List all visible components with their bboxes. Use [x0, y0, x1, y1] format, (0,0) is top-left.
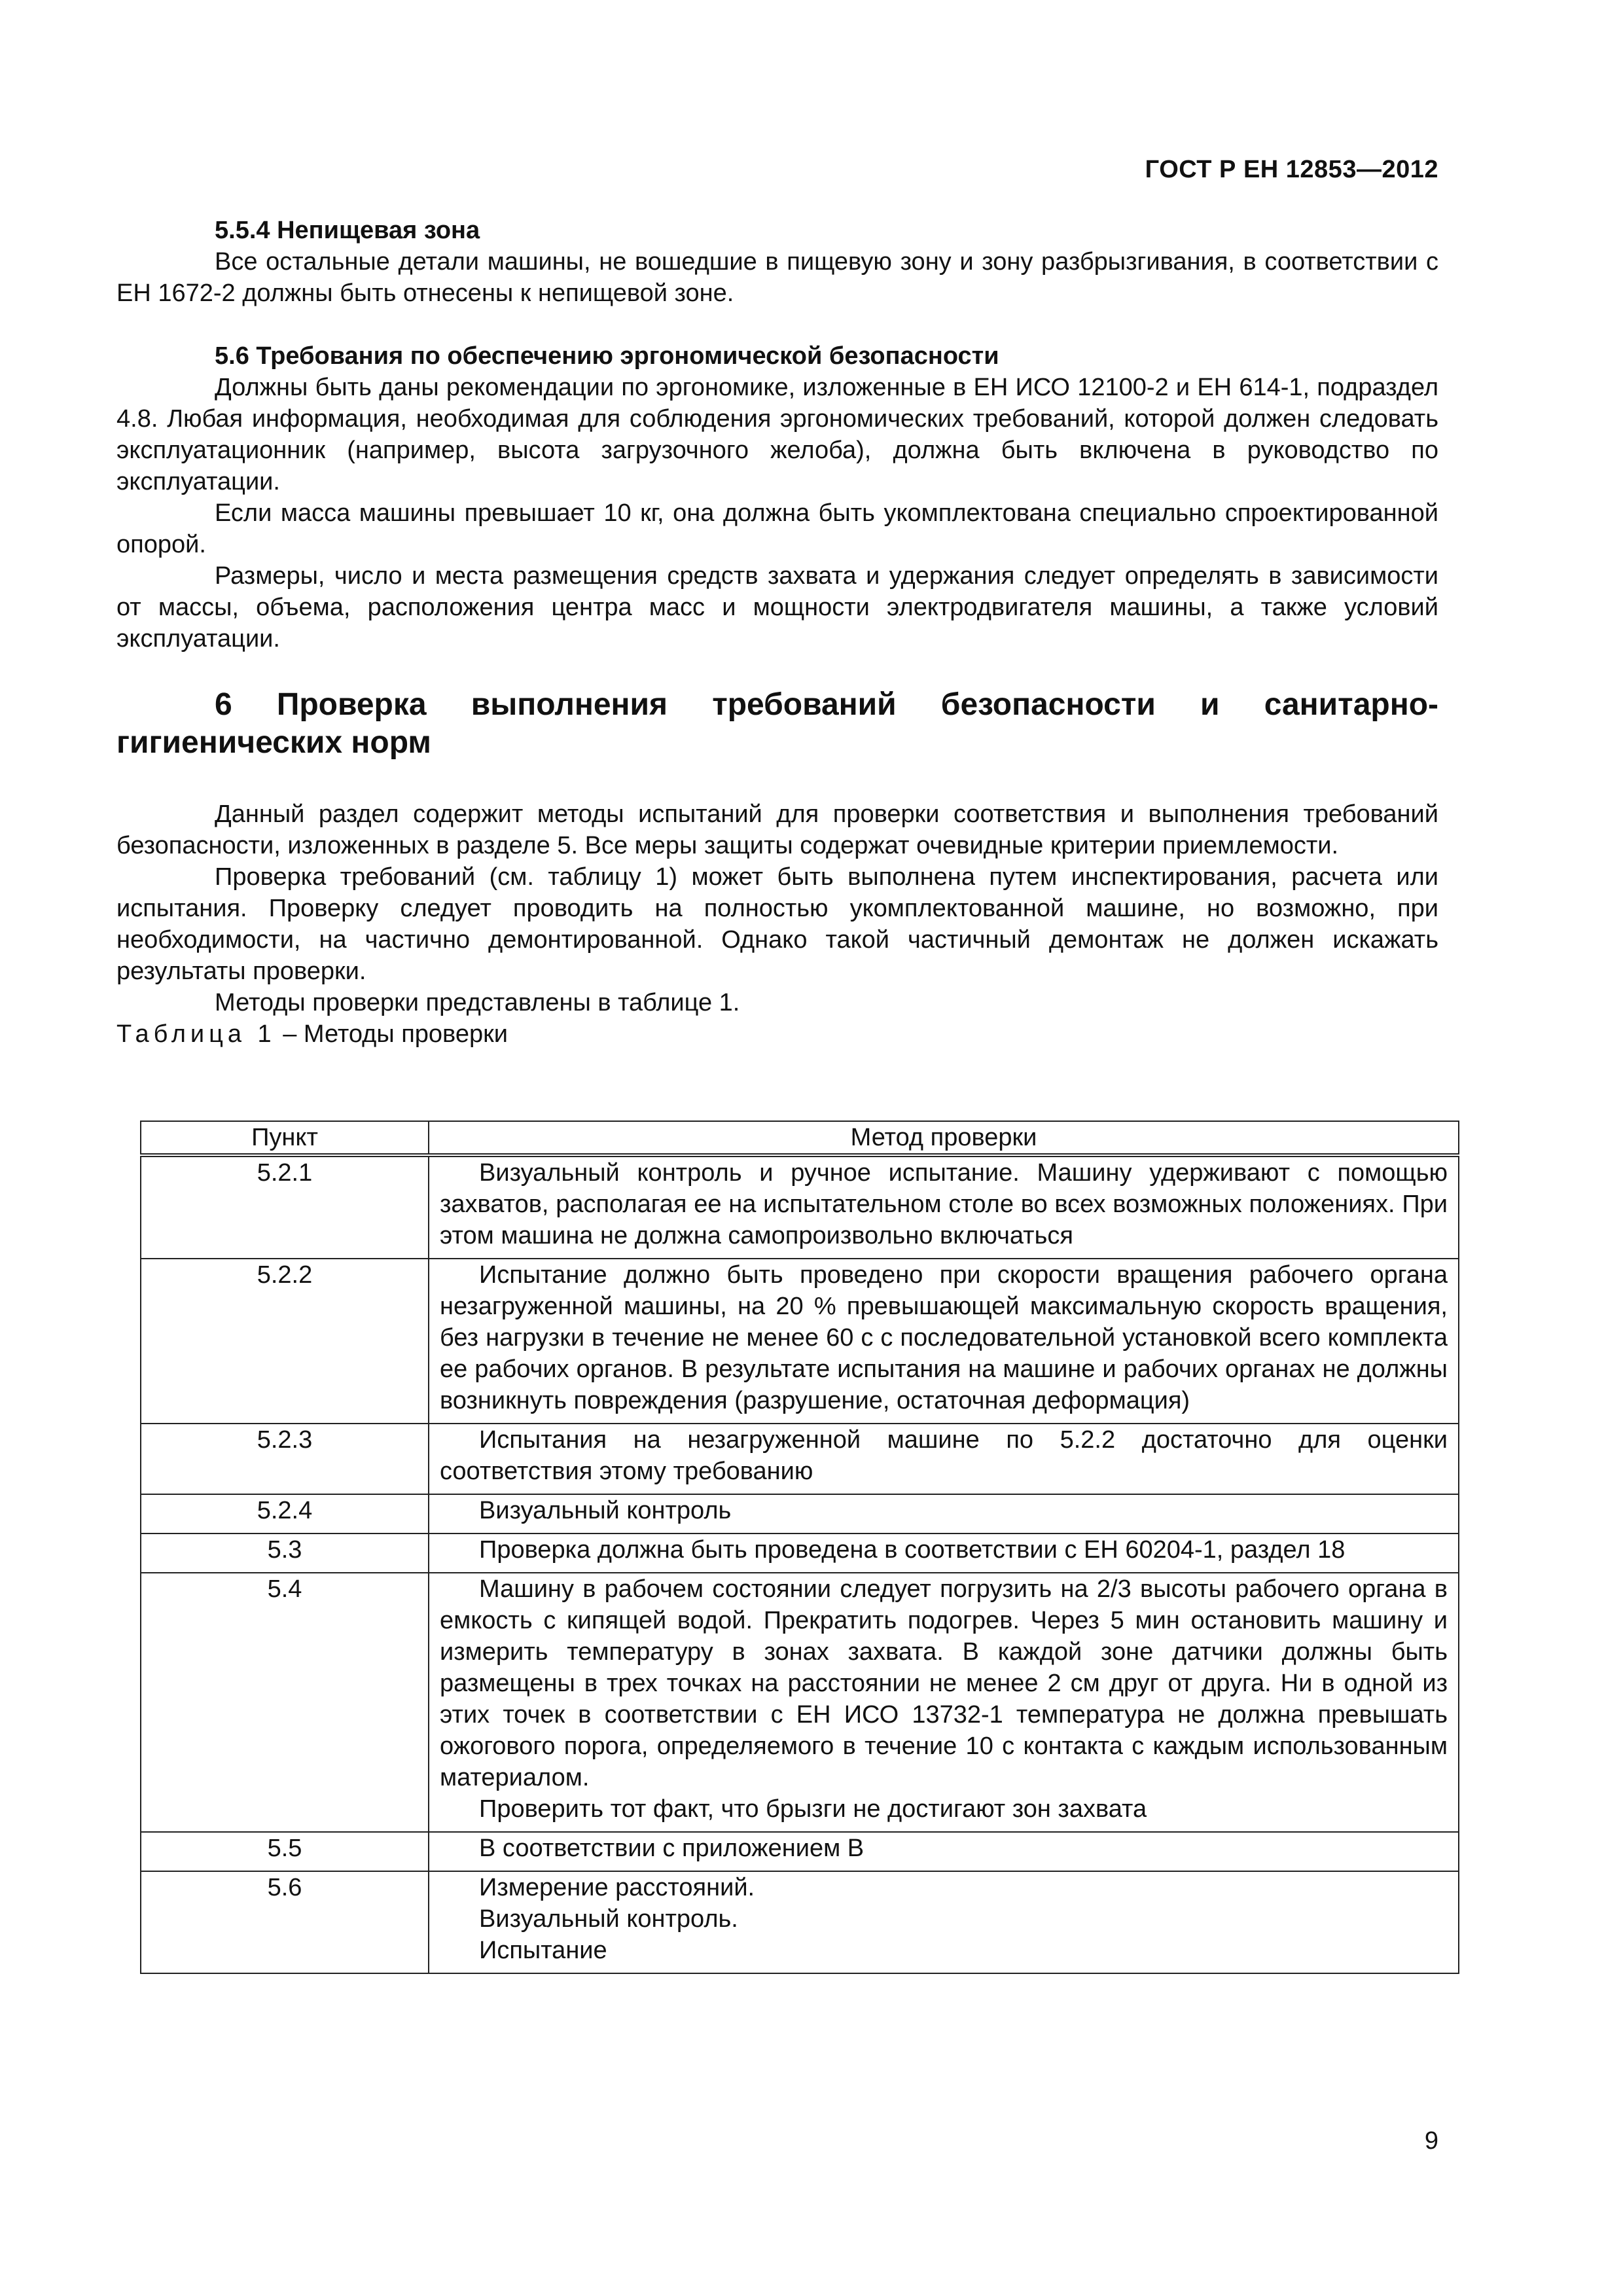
table-row — [141, 1494, 1459, 1534]
paragraph: Все остальные детали машины, не вошедшие в пищевую зону и зону разбрызгивания, в соответствии с ЕН 1672-2 должны быть отнесены к непищевой зоне. — [116, 248, 1438, 307]
item-cell: 5.5 — [141, 1832, 429, 1871]
column-header-item: Пункт — [141, 1121, 429, 1155]
method-text: Визуальный контроль и ручное испытание. Машину удерживают с помощью захватов, располагая ее на испытательном столе во всех возможных положениях. При этом машина не должна самопроизвольно включаться — [440, 1159, 1448, 1249]
table-row — [141, 1424, 1459, 1494]
item-cell: 5.2.2 — [141, 1259, 429, 1424]
method-text: Машину в рабочем состоянии следует погрузить на 2/3 высоты рабочего органа в емкость с кипящей водой. Прекратить подогрев. Через 5 мин остановить машину и измерить температуру в зонах захвата. В каждой зоне датчики должны быть размещены в трех точках на расстоянии не менее 2 см друг от друга. Ни в одной из этих точек в соответствии с ЕН ИСО 13732-1 температура не должна превышать ожогового порога, определяемого в течение 10 с контакта с каждым использованным материалом. — [440, 1575, 1448, 1791]
paragraph: Методы проверки представлены в таблице 1. — [215, 989, 740, 1016]
table-row — [141, 1832, 1459, 1871]
method-cell — [429, 1534, 1459, 1573]
table-row — [141, 1259, 1459, 1424]
column-header-method: Метод проверки — [429, 1121, 1459, 1155]
method-text-line3: Испытание — [479, 1937, 607, 1964]
paragraph: Должны быть даны рекомендации по эргономике, изложенные в ЕН ИСО 12100-2 и ЕН 614-1, подраздел 4.8. Любая информация, необходимая для соблюдения эргономических требований, которой должен следовать эксплуатационник (например, высота загрузочного желоба), должна быть включена в руководство по эксплуатации. — [116, 374, 1438, 495]
item-cell: 5.2.3 — [141, 1424, 429, 1494]
method-text: Визуальный контроль — [479, 1497, 732, 1524]
subsection-title-5-6: 5.6 Требования по обеспечению эргономической безопасности — [215, 342, 999, 370]
method-cell — [429, 1573, 1459, 1832]
table-caption-label: Таблица 1 — [116, 1020, 276, 1048]
method-cell — [429, 1871, 1459, 1973]
table-row — [141, 1573, 1459, 1832]
item-cell: 5.2.4 — [141, 1494, 429, 1534]
method-cell — [429, 1155, 1459, 1259]
method-cell — [429, 1259, 1459, 1424]
item-cell: 5.3 — [141, 1534, 429, 1573]
table-header-row — [141, 1121, 1459, 1155]
method-text: Проверка должна быть проведена в соответствии с ЕН 60204-1, раздел 18 — [479, 1536, 1346, 1564]
method-cell — [429, 1832, 1459, 1871]
table-caption-title: – Методы проверки — [276, 1020, 508, 1048]
item-cell: 5.2.1 — [141, 1155, 429, 1259]
method-text: Измерение расстояний. — [479, 1874, 755, 1901]
item-cell: 5.4 — [141, 1573, 429, 1832]
table-row — [141, 1871, 1459, 1973]
table-row — [141, 1534, 1459, 1573]
table-row — [141, 1155, 1459, 1259]
paragraph: Данный раздел содержит методы испытаний для проверки соответствия и выполнения требований безопасности, изложенных в разделе 5. Все меры защиты содержат очевидные критерии приемлемости. — [116, 800, 1438, 859]
method-text: В соответствии с приложением В — [479, 1835, 865, 1862]
paragraph: Размеры, число и места размещения средств захвата и удержания следует определять в зависимости от массы, объема, расположения центра масс и мощности электродвигателя машины, а также условий эксплуатации. — [116, 562, 1438, 653]
method-cell — [429, 1494, 1459, 1534]
method-text-line2: Визуальный контроль. — [479, 1905, 738, 1933]
method-cell — [429, 1424, 1459, 1494]
table-caption — [116, 1018, 1438, 1050]
verification-methods-table — [140, 1121, 1459, 1974]
item-cell: 5.6 — [141, 1871, 429, 1973]
page-number: 9 — [1424, 2127, 1438, 2155]
paragraph: Если масса машины превышает 10 кг, она должна быть укомплектована специально спроектированной опорой. — [116, 499, 1438, 558]
paragraph: Проверка требований (см. таблицу 1) может быть выполнена путем инспектирования, расчета или испытания. Проверку следует проводить на полностью укомплектованной машине, но возможно, при необходимости, на частично демонтированной. Однако такой частичный демонтаж не должен искажать результаты проверки. — [116, 863, 1438, 985]
method-text-extra: Проверить тот факт, что брызги не достигают зон захвата — [479, 1795, 1147, 1823]
standard-code-header: ГОСТ Р ЕН 12853—2012 — [1145, 156, 1438, 183]
method-text: Испытание должно быть проведено при скорости вращения рабочего органа незагруженной машины, на 20 % превышающей максимальную скорость вращения, без нагрузки в течение не менее 60 с с последовательной установкой всего комплекта ее рабочих органов. В результате испытания на машине и рабочих органах не должны возникнуть повреждения (разрушение, остаточная деформация) — [440, 1261, 1448, 1414]
body-text — [116, 215, 1438, 1050]
subsection-title-5-5-4: 5.5.4 Непищевая зона — [215, 217, 480, 244]
section-title-6: 6 Проверка выполнения требований безопасности и санитарно-гигиенических норм — [116, 687, 1438, 760]
method-text: Испытания на незагруженной машине по 5.2.2 достаточно для оценки соответствия этому требованию — [440, 1426, 1448, 1485]
